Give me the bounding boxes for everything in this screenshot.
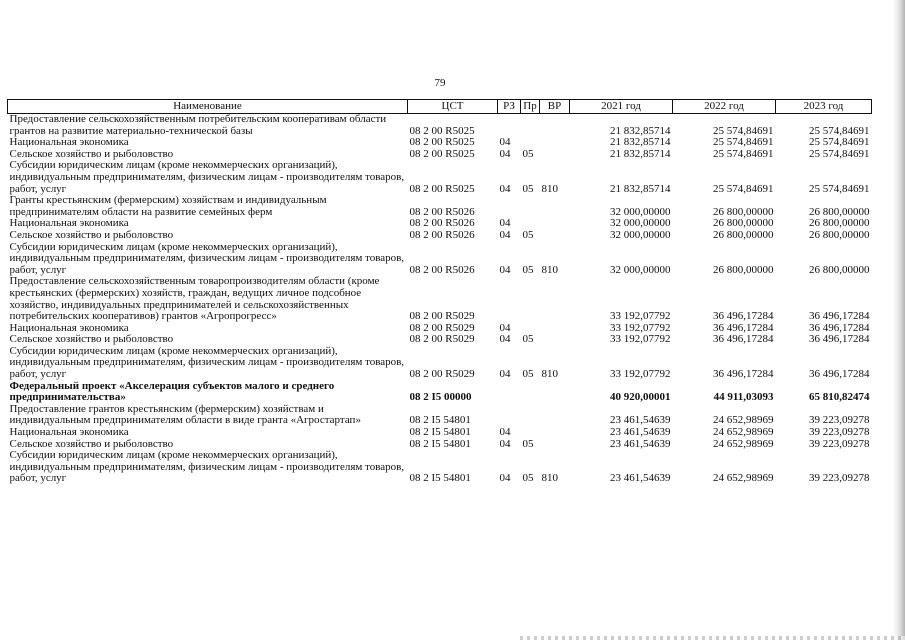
cell-pr [521,276,540,322]
cell-y2023: 65 810,82474 [809,391,870,404]
cell-y2021: 23 461,54639 [610,426,671,439]
cell-y2021: 21 832,85714 [610,182,671,195]
cell-y2021: 40 920,00001 [610,391,671,404]
cell-name: Субсидии юридическим лицам (кроме некоммерческих организаций), индивидуальным предпринимателям, физическим лицам - производителям товаров, работ, услуг [9,344,405,381]
cell-cst: 08 2 00 R5025 [409,182,475,195]
cell-y2021: 23 461,54639 [610,414,671,427]
cell-y2023: 26 800,00000 [809,228,870,241]
cell-rz: 04 [499,437,511,450]
cell-y2022: 25 574,84691 [713,147,774,160]
cell-pr: 05 [522,228,534,241]
cell-rz: 04 [499,368,511,381]
cell-y2022: 44 911,03093 [713,391,774,404]
cell-y2022: 25 574,84691 [713,124,774,137]
table-row [8,346,872,381]
cell-cst: 08 2 00 R5025 [409,124,475,137]
header-row [8,100,872,114]
cell-cst: 08 2 00 R5029 [409,368,475,381]
cell-name: Субсидии юридическим лицам (кроме некоммерческих организаций), индивидуальным предпринимателям, физическим лицам - производителям товаров, работ, услуг [9,159,405,195]
cell-y2022: 24 652,98969 [713,426,774,439]
cell-y2022: 26 800,00000 [713,217,774,230]
table-header [8,100,872,114]
cell-cst: 08 2 I5 54801 [409,437,471,450]
cell-y2022: 26 800,00000 [713,205,774,218]
cell-name: Национальная экономика [9,136,129,149]
cell-y2022: 25 574,84691 [713,136,774,149]
cell-rz [498,381,521,404]
cell-y2023: 26 800,00000 [809,205,870,218]
cell-cst: 08 2 I5 00000 [409,391,472,404]
cell-y2022: 25 574,84691 [713,182,774,195]
cell-name: Национальная экономика [9,217,129,230]
cell-cst: 08 2 00 R5025 [409,147,475,160]
cell-rz: 04 [499,321,511,334]
cell-y2023: 26 800,00000 [809,217,870,230]
cell-pr [521,381,540,404]
table-row [8,427,872,439]
cell-pr [521,404,540,427]
cell-y2021: 23 461,54639 [610,437,671,450]
cell-vr [540,276,570,322]
cell-y2021: 33 192,07792 [610,310,671,323]
cell-name: Предоставление сельскохозяйственным потребительским кооперативам области грантов на развитие материально-технической базы [9,113,387,137]
cell-y2022: 24 652,98969 [713,414,774,427]
cell-pr: 05 [522,182,534,195]
cell-name: Национальная экономика [9,321,129,334]
cell-y2022: 36 496,17284 [713,310,774,323]
scan-edge-shadow [893,0,905,640]
cell-y2022: 24 652,98969 [713,472,774,485]
cell-rz: 04 [499,426,511,439]
cell-y2021: 32 000,00000 [610,217,671,230]
cell-cst: 08 2 00 R5029 [409,333,475,346]
cell-rz: 04 [499,147,511,160]
cell-y2021: 21 832,85714 [610,136,671,149]
cell-vr [540,439,570,451]
cell-cst: 08 2 00 R5026 [409,263,475,276]
cell-y2021: 23 461,54639 [610,472,671,485]
header-2022: 2022 год [673,100,776,114]
cell-name: Сельское хозяйство и рыболовство [9,147,174,160]
cell-cst: 08 2 I5 54801 [409,426,471,439]
cell-rz [498,404,521,427]
cell-y2023: 25 574,84691 [809,182,870,195]
cell-name: Сельское хозяйство и рыболовство [9,333,174,346]
table-row [8,160,872,195]
cell-name: Предоставление сельскохозяйственным товаропроизводителям области (кроме крестьянских (фермерских) хозяйств, граждан, ведущих личное подсобное хозяйство, индивидуальных предпринимателей и сельскохозяйственных потребительских кооперативов) грантов «Агропрогресс» [9,275,380,323]
cell-name: Предоставление грантов крестьянским (фермерским) хозяйствам и индивидуальным предпринимателям области в виде гранта «Агростартап» [9,402,361,427]
header-2023: 2023 год [776,100,872,114]
table-row [8,381,872,404]
cell-vr [540,404,570,427]
cell-name: Субсидии юридическим лицам (кроме некоммерческих организаций), индивидуальным предпринимателям, физическим лицам - производителям товаров, работ, услуг [9,240,405,276]
table-row [8,450,872,485]
cell-y2023: 39 223,09278 [809,472,870,485]
cell-y2021: 33 192,07792 [610,321,671,334]
cell-y2023: 36 496,17284 [809,368,870,381]
cell-vr [540,195,570,218]
cell-rz: 04 [499,333,511,346]
cell-y2022: 24 652,98969 [713,437,774,450]
cell-name: Гранты крестьянским (фермерским) хозяйствам и индивидуальным предпринимателям области на развитие семейных ферм [9,194,327,218]
cell-vr [540,114,570,138]
cell-pr [521,195,540,218]
cell-rz [498,195,521,218]
cell-y2022: 26 800,00000 [713,263,774,276]
cell-pr [521,427,540,439]
table-row [8,230,872,242]
cell-rz: 04 [499,263,511,276]
cell-pr: 05 [522,437,534,450]
cell-rz [498,276,521,322]
cell-pr: 05 [522,333,534,346]
header-vr: ВР [540,100,570,114]
cell-y2023: 36 496,17284 [809,321,870,334]
cell-cst: 08 2 I5 54801 [409,472,471,485]
cell-vr: 810 [541,182,558,195]
cell-vr [540,149,570,161]
cell-y2021: 32 000,00000 [610,263,671,276]
cell-vr: 810 [541,368,558,381]
cell-pr: 05 [522,263,534,276]
cell-name: Национальная экономика [9,426,129,439]
cell-y2022: 36 496,17284 [713,333,774,346]
cell-rz: 04 [499,472,511,485]
cell-pr: 05 [522,147,534,160]
cell-y2021: 32 000,00000 [610,205,671,218]
table-row [8,276,872,322]
cell-y2023: 36 496,17284 [809,333,870,346]
header-rz: РЗ [498,100,521,114]
cell-y2023: 36 496,17284 [809,310,870,323]
cell-y2021: 21 832,85714 [610,124,671,137]
header-pr: Пр [521,100,540,114]
cell-name: Сельское хозяйство и рыболовство [9,437,174,450]
cell-vr [540,381,570,404]
cell-pr: 05 [522,368,534,381]
cell-y2023: 39 223,09278 [809,437,870,450]
cell-y2023: 39 223,09278 [809,426,870,439]
cell-rz: 04 [499,136,511,149]
cell-y2023: 26 800,00000 [809,263,870,276]
cell-cst: 08 2 00 R5025 [409,136,475,149]
table-body [8,114,872,486]
cell-vr [540,137,570,149]
cell-rz: 04 [499,182,511,195]
cell-rz [498,114,521,138]
cell-y2023: 39 223,09278 [809,414,870,427]
cell-vr [540,218,570,230]
table-row [8,242,872,277]
table-row [8,195,872,218]
cell-name: Федеральный проект «Акселерация субъектов малого и среднего предпринимательства» [9,379,335,404]
scan-bottom-noise [520,636,905,640]
cell-cst: 08 2 00 R5026 [409,205,475,218]
cell-cst: 08 2 00 R5026 [409,217,475,230]
cell-cst: 08 2 I5 54801 [409,414,471,427]
cell-y2023: 25 574,84691 [809,147,870,160]
budget-table [7,99,872,485]
header-cst: ЦСТ [408,100,498,114]
header-2021: 2021 год [570,100,673,114]
cell-y2022: 36 496,17284 [713,368,774,381]
cell-y2021: 32 000,00000 [610,228,671,241]
cell-y2021: 21 832,85714 [610,147,671,160]
cell-name: Субсидии юридическим лицам (кроме некоммерческих организаций), индивидуальным предпринимателям, физическим лицам - производителям товаров, работ, услуг [9,449,405,485]
cell-rz: 04 [499,217,511,230]
cell-rz: 04 [499,228,511,241]
cell-y2022: 36 496,17284 [713,321,774,334]
cell-cst: 08 2 00 R5029 [409,310,475,323]
cell-cst: 08 2 00 R5029 [409,321,475,334]
cell-vr [540,334,570,346]
cell-y2023: 25 574,84691 [809,124,870,137]
cell-cst: 08 2 00 R5026 [409,228,475,241]
table-row [8,114,872,138]
header-name: Наименование [8,100,408,114]
cell-vr [540,323,570,335]
cell-y2023: 25 574,84691 [809,136,870,149]
cell-y2021: 33 192,07792 [610,368,671,381]
cell-pr [521,114,540,138]
cell-vr: 810 [541,472,558,485]
page-number: 79 [434,77,446,89]
cell-name: Сельское хозяйство и рыболовство [9,228,174,241]
cell-vr: 810 [541,263,558,276]
cell-vr [540,427,570,439]
cell-pr: 05 [522,472,534,485]
cell-y2021: 33 192,07792 [610,333,671,346]
cell-y2022: 26 800,00000 [713,228,774,241]
table-row [8,404,872,427]
cell-vr [540,230,570,242]
